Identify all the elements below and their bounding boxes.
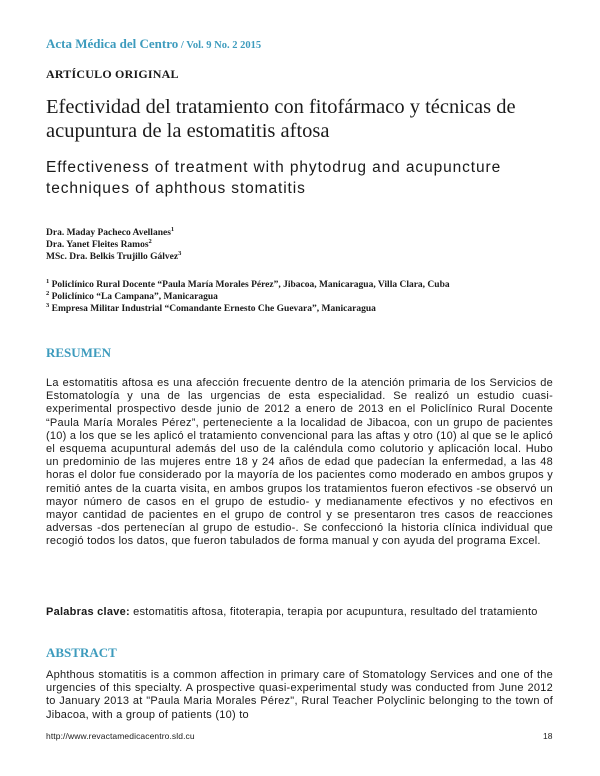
keywords-paragraph	[46, 606, 553, 619]
affiliation-text: Policlínico “La Campana”, Manicaragua	[51, 292, 218, 302]
resumen-paragraph: La estomatitis aftosa es una afección frecuente dentro de la atención primaria de los Servicios de Estomatología y una de las urgencias de esta especialidad. Se realizó un estudio cuasi-experimental prospectivo desde junio de 2012 a enero de 2013 en el Policlínico Rural Docente “Paula María Morales Pérez”, perteneciente a la localidad de Jibacoa, con un grupo de pacientes (10) a los que se les aplicó el tratamiento convencional para las aftas y otro (10) al que se le aplicó el esquema acupuntural además del uso de la caléndula como colutorio y aplicación local. Hubo un predominio de las mujeres entre 18 y 24 años de edad que padecían la enfermedad, a las 48 horas el dolor fue considerado por la mayoría de los pacientes como moderado en ambos grupos y remitió antes de la cuarta visita, en ambos grupos los tratamientos fueron efectivos -se observó un mayor número de casos en el grupo de estudio- y medianamente efectivos y no efectivos en mayor cantidad de pacientes en el grupo de control y se presentaron tres casos de reacciones adversas -dos pertenecían al grupo de estudio-. Se confeccionó la historia clínica individual que recogió todos los datos, que fueron tabulados de forma manual y con ayuda del programa Excel.	[46, 377, 553, 548]
affiliation-marker: 3	[46, 301, 50, 309]
journal-volume-info: / Vol. 9 No. 2 2015	[178, 40, 262, 51]
author-name: Dra. Maday Pacheco Avellanes	[46, 228, 171, 238]
affiliation-entry	[46, 279, 450, 291]
journal-name: Acta Médica del Centro	[46, 36, 179, 51]
affiliation-marker: 2	[46, 289, 50, 297]
author-list	[46, 227, 181, 263]
affiliation-list	[46, 279, 450, 315]
author-entry	[46, 251, 181, 263]
affiliation-marker: 1	[46, 277, 50, 285]
author-affiliation-marker: 2	[148, 237, 152, 245]
affiliation-entry	[46, 291, 450, 303]
affiliation-text: Policlínico Rural Docente “Paula María Morales Pérez”, Jibacoa, Manicaragua, Villa Clara, Cuba	[51, 280, 450, 290]
author-affiliation-marker: 1	[170, 225, 175, 233]
author-name: Dra. Yanet Fleites Ramos	[46, 240, 149, 250]
journal-header	[46, 36, 261, 52]
abstract-heading: ABSTRACT	[46, 645, 117, 660]
author-name: MSc. Dra. Belkis Trujillo Gálvez	[46, 252, 179, 262]
article-title-spanish: Efectividad del tratamiento con fitofármaco y técnicas de acupuntura de la estomatitis aftosa	[46, 96, 516, 142]
affiliation-text: Empresa Militar Industrial “Comandante Ernesto Che Guevara”, Manicaragua	[51, 304, 376, 314]
abstract-paragraph: Aphthous stomatitis is a common affection in primary care of Stomatology Services and one of the urgencies of this specialty. A prospective quasi-experimental study was conducted from June 2012 to January 2013 at "Paula Maria Morales Pérez", Rural Teacher Polyclinic belonging to the town of Jibacoa, with a group of patients (10) to	[46, 669, 553, 721]
keywords-label: Palabras clave:	[46, 606, 130, 618]
author-entry	[46, 227, 181, 239]
keywords-text: estomatitis aftosa, fitoterapia, terapia por acupuntura, resultado del tratamiento	[129, 606, 538, 618]
author-entry	[46, 239, 181, 251]
author-affiliation-marker: 3	[178, 249, 182, 257]
article-section-type: ARTÍCULO ORIGINAL	[46, 67, 179, 81]
affiliation-entry	[46, 303, 450, 315]
article-title-english: Effectiveness of treatment with phytodrug and acupuncture techniques of aphthous stomatitis	[46, 159, 502, 197]
resumen-heading: RESUMEN	[46, 345, 112, 360]
footer-url-link[interactable]: http://www.revactamedicacentro.sld.cu	[46, 731, 195, 741]
page-number: 18	[543, 731, 553, 741]
